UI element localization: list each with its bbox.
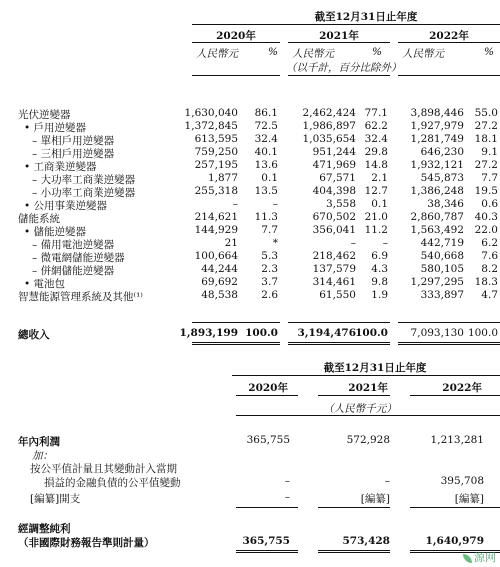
- net-topline: [236, 507, 298, 508]
- cell-v2021: 314,461: [312, 276, 356, 288]
- cell-v2020: 48,538: [201, 289, 238, 301]
- cell-p2022: 40.3: [474, 211, 498, 223]
- cell-v2021: 356,041: [312, 224, 356, 236]
- profit-2022: 1,213,281: [430, 434, 484, 446]
- cell-v2021: 2,462,424: [302, 107, 356, 119]
- cell-p2021: 4.3: [371, 263, 388, 275]
- cell-p2020: 2.6: [261, 289, 278, 301]
- net-topline: [318, 507, 390, 508]
- cell-v2022: 1,386,248: [410, 185, 464, 197]
- cell-p2022: 18.1: [474, 133, 498, 145]
- row-label: 光伏逆變器: [18, 109, 71, 121]
- unit-label: 人民幣元: [292, 48, 334, 60]
- net-double-underline: [318, 550, 390, 553]
- cell-v2020: 69,692: [201, 276, 238, 288]
- cell-v2021: 1,986,897: [302, 120, 356, 132]
- cell-v2022: 1,927,979: [410, 120, 464, 132]
- net-topline: [410, 507, 500, 508]
- header-divider-2: [232, 375, 500, 376]
- cell-v2022: 540,668: [420, 250, 464, 262]
- row-label: – 備用電池逆變器: [32, 239, 115, 251]
- cell-p2020: 32.4: [254, 133, 278, 145]
- unit-label: 人民幣元: [196, 48, 238, 60]
- year-underline: [192, 42, 280, 43]
- period-header-2: 截至12月31日止年度: [323, 362, 427, 374]
- fv-change-2020: –: [284, 475, 290, 487]
- cell-p2020: *: [272, 237, 278, 249]
- unit-underline: [192, 75, 280, 76]
- cell-v2020: 214,621: [194, 211, 238, 223]
- cell-p2022: 8.2: [481, 263, 498, 275]
- net-2020: 365,755: [242, 535, 290, 547]
- cell-v2020: 1,372,845: [184, 120, 238, 132]
- cell-p2021: 21.0: [364, 211, 388, 223]
- cell-p2020: 2.3: [261, 263, 278, 275]
- fv-change-label-line1: 按公平值計量且其變動計入當期: [30, 463, 177, 475]
- cell-v2021: 137,579: [312, 263, 356, 275]
- cell-v2020: 257,195: [194, 159, 238, 171]
- year2-2020-header: 2020年: [248, 382, 288, 394]
- cell-v2020: 1,877: [207, 172, 238, 184]
- cell-p2022: 6.2: [481, 237, 498, 249]
- cell-p2021: 12.7: [364, 185, 388, 197]
- total-topline: [398, 322, 500, 323]
- row-label: 儲能系統: [18, 213, 60, 225]
- net-double-underline: [236, 550, 298, 553]
- cell-v2021: 61,550: [319, 289, 356, 301]
- cell-p2021: 29.8: [364, 146, 388, 158]
- year2-underline: [236, 395, 298, 396]
- cell-p2021: 6.9: [371, 250, 388, 262]
- cell-p2020: 72.5: [254, 120, 278, 132]
- row-label: • 儲能逆變器: [24, 226, 87, 238]
- cell-p2022: 19.5: [474, 185, 498, 197]
- fv-change-2022: 395,708: [440, 475, 484, 487]
- fv-change-2021: –: [384, 475, 390, 487]
- cell-v2020: 21: [224, 237, 238, 249]
- listing-expenses-2021: [編纂]: [360, 493, 390, 505]
- profit-2020: 365,755: [246, 434, 290, 446]
- cell-v2021: 471,969: [312, 159, 356, 171]
- pct-label: %: [268, 46, 278, 58]
- cell-v2021: 404,398: [312, 185, 356, 197]
- cell-p2022: 55.0: [474, 107, 498, 119]
- unit-underline: [288, 75, 390, 76]
- watermark: [463, 549, 496, 565]
- profit-2021: 572,928: [346, 434, 390, 446]
- add-label: 加：: [32, 450, 53, 462]
- row-label: – 三相戶用逆變器: [32, 148, 115, 160]
- unit-label-2: （人民幣千元）: [323, 403, 397, 415]
- adjusted-net-profit-label: 經調整純利: [18, 523, 71, 535]
- total-double-underline: [192, 342, 280, 345]
- leaf-icon: [463, 554, 472, 563]
- listing-expenses-2020: –: [284, 491, 290, 503]
- unit-note: （以千計，百分比除外）: [286, 62, 402, 74]
- cell-p2020: 3.7: [261, 276, 278, 288]
- cell-v2020: –: [232, 198, 238, 210]
- year-underline: [288, 42, 390, 43]
- cell-p2022: 22.0: [474, 224, 498, 236]
- cell-v2021: 670,502: [312, 211, 356, 223]
- cell-v2020: 100,664: [194, 250, 238, 262]
- row-label: 智慧能源管理系統及其他⁽¹⁾: [18, 291, 143, 303]
- cell-v2022: 545,873: [420, 172, 464, 184]
- cell-p2022: 9.1: [481, 146, 498, 158]
- row-label: • 電池包: [24, 278, 66, 290]
- total-topline: [288, 322, 390, 323]
- cell-v2022: 3,898,446: [410, 107, 464, 119]
- cell-v2021: –: [350, 237, 356, 249]
- cell-v2021: 1,035,654: [302, 133, 356, 145]
- row-label: – 單相戶用逆變器: [32, 135, 115, 147]
- cell-v2022: 1,281,749: [410, 133, 464, 145]
- cell-v2022: 580,105: [420, 263, 464, 275]
- cell-p2021: 11.2: [364, 224, 388, 236]
- cell-v2020: 255,318: [194, 185, 238, 197]
- row-label: – 併網儲能逆變器: [32, 265, 115, 277]
- pct-label: %: [484, 46, 494, 58]
- year2-2021-header: 2021年: [348, 382, 388, 394]
- cell-p2022: 4.7: [481, 289, 498, 301]
- total-2020-value: 1,893,199: [179, 327, 238, 339]
- cell-p2021: 62.2: [364, 120, 388, 132]
- cell-p2022: 0.6: [481, 198, 498, 210]
- total-double-underline: [398, 342, 500, 345]
- cell-p2020: 7.7: [261, 224, 278, 236]
- total-2022-pct: 100.0: [467, 327, 498, 339]
- cell-p2021: 1.9: [371, 289, 388, 301]
- row-label: – 小功率工商業逆變器: [32, 187, 136, 199]
- profit-for-year-label: 年內利潤: [18, 436, 60, 448]
- unit-underline-2: [236, 415, 500, 416]
- header-divider: [192, 24, 500, 25]
- total-revenue-label: 總收入: [18, 329, 50, 341]
- cell-p2020: 5.3: [261, 250, 278, 262]
- listing-expenses-2022: [編纂]: [454, 493, 484, 505]
- watermark-text: 源网: [474, 551, 496, 564]
- cell-p2020: 0.1: [261, 172, 278, 184]
- cell-p2021: 9.8: [371, 276, 388, 288]
- total-2022-value: 7,093,130: [410, 327, 464, 339]
- non-ifrs-label: （非國際財務報告準則計量）: [18, 537, 155, 549]
- cell-p2021: 32.4: [364, 133, 388, 145]
- cell-v2020: 613,595: [194, 133, 238, 145]
- cell-v2022: 1,563,492: [410, 224, 464, 236]
- cell-p2020: 40.1: [254, 146, 278, 158]
- year-2021-header: 2021年: [319, 30, 359, 42]
- year-underline: [398, 42, 500, 43]
- total-2020-pct: 100.0: [245, 327, 278, 339]
- cell-v2020: 1,630,040: [184, 107, 238, 119]
- net-2022: 1,640,979: [425, 535, 484, 547]
- row-label: – 微電網儲能逆變器: [32, 252, 125, 264]
- cell-p2022: 7.7: [481, 172, 498, 184]
- total-2021-pct: 100.0: [355, 327, 388, 339]
- cell-v2022: 1,297,295: [410, 276, 464, 288]
- row-label: – 大功率工商業逆變器: [32, 174, 136, 186]
- cell-p2021: 0.1: [371, 198, 388, 210]
- cell-p2020: 86.1: [254, 107, 278, 119]
- year-2020-header: 2020年: [216, 30, 256, 42]
- cell-v2022: 333,897: [420, 289, 464, 301]
- cell-p2021: 14.8: [364, 159, 388, 171]
- cell-v2020: 144,929: [194, 224, 238, 236]
- unit-underline: [398, 75, 500, 76]
- cell-v2022: 2,860,787: [410, 211, 464, 223]
- cell-p2021: –: [382, 237, 388, 249]
- total-double-underline: [288, 342, 390, 345]
- net-2021: 573,428: [342, 535, 390, 547]
- cell-v2021: 67,571: [319, 172, 356, 184]
- cell-p2020: 13.5: [254, 185, 278, 197]
- period-header: 截至12月31日止年度: [314, 11, 418, 23]
- row-label: • 戶用逆變器: [24, 122, 87, 134]
- cell-v2022: 38,346: [427, 198, 464, 210]
- cell-p2022: 27.2: [474, 159, 498, 171]
- cell-v2022: 646,230: [420, 146, 464, 158]
- pct-label: %: [372, 46, 382, 58]
- year-2022-header: 2022年: [429, 30, 469, 42]
- cell-v2022: 1,932,121: [410, 159, 464, 171]
- cell-p2020: 11.3: [254, 211, 278, 223]
- total-topline: [192, 322, 280, 323]
- year2-underline: [410, 395, 500, 396]
- cell-p2020: 13.6: [254, 159, 278, 171]
- cell-p2022: 7.6: [481, 250, 498, 262]
- fv-change-label-line2: 損益的金融負債的公平值變動: [44, 477, 181, 489]
- row-label: • 公用事業逆變器: [24, 200, 108, 212]
- cell-p2021: 77.1: [364, 107, 388, 119]
- year2-underline: [318, 395, 390, 396]
- cell-p2020: –: [272, 198, 278, 210]
- cell-v2020: 44,244: [201, 263, 238, 275]
- cell-p2022: 18.3: [474, 276, 498, 288]
- cell-p2021: 2.1: [371, 172, 388, 184]
- cell-v2021: 218,462: [312, 250, 356, 262]
- total-2021-value: 3,194,476: [297, 327, 356, 339]
- cell-p2022: 27.2: [474, 120, 498, 132]
- cell-v2022: 442,719: [420, 237, 464, 249]
- cell-v2020: 759,250: [194, 146, 238, 158]
- unit-label: 人民幣元: [402, 48, 444, 60]
- cell-v2021: 951,244: [312, 146, 356, 158]
- listing-expenses-label: [編纂]開支: [30, 493, 81, 505]
- cell-v2021: 3,558: [325, 198, 356, 210]
- row-label: • 工商業逆變器: [24, 161, 97, 173]
- year2-2022-header: 2022年: [442, 382, 482, 394]
